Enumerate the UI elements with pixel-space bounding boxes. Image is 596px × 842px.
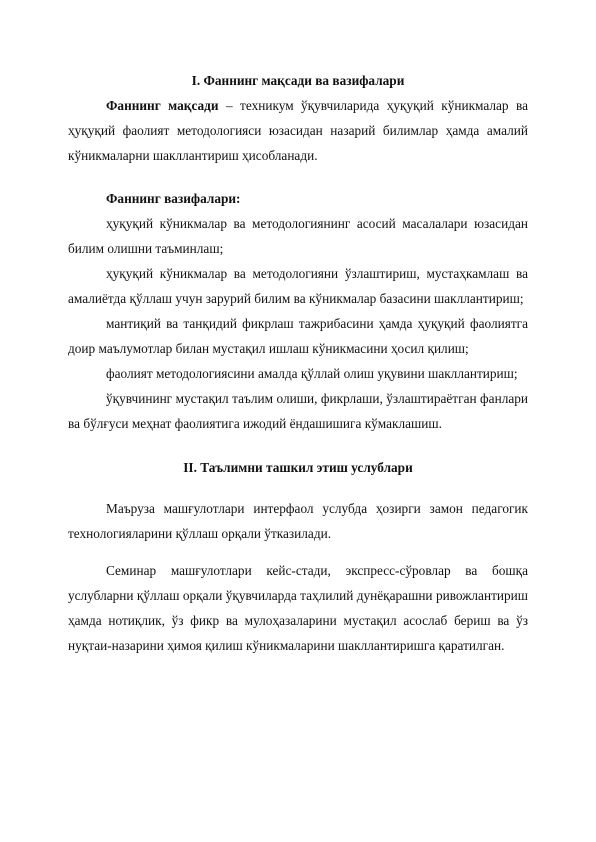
- task-item-5: ўқувчининг мустақил таълим олиши, фикрлаши, ўзлаштираётган фанлари ва бўлғуси меҳнат фаолиятига ижодий ёндашишига кўмаклашиш.: [68, 391, 528, 431]
- section1-heading: I. Фаннинг мақсади ва вазифалари: [191, 73, 405, 88]
- document-page: [68, 68, 528, 658]
- spacer: [68, 484, 528, 496]
- task-item-2: ҳуқуқий кўникмалар ва методологияни ўзлаштириш, мустаҳкамлаш ва амалиётда қўллаш учун зарурий билим ва кўникмалар базасини шакллантириш;: [68, 266, 528, 306]
- method-paragraph-1: Маъруза машғулотлари интерфаол услубда ҳозирги замон педагогик технологияларини қўллаш орқали ўтказилади.: [68, 501, 528, 541]
- tasks-label-text: Фаннинг вазифалари:: [106, 191, 241, 206]
- method-paragraph-2: Семинар машғулотлари кейс-стади, экспресс-сўровлар ва бошқа услубларни қўллаш орқали ўқувчиларда таҳлилий дунёқарашни ривожлантириш ҳамда нотиқлик, ўз фикр ва мулоҳазаларини мустақил асослаб бериш ва ўз нуқтаи-назарини ҳимоя қилиш кўникмаларини шакллантиришга қаратилган.: [68, 563, 528, 653]
- task-item-4: фаолият методологиясини амалда қўллай олиш уқувини шакллантириш;: [106, 366, 518, 381]
- spacer: [68, 436, 528, 455]
- goal-text: – техникум ўқувчиларида ҳуқуқий кўникмалар ва ҳуқуқий фаолият методологияси юзасидан назарий билимлар ҳамда амалий кўникмаларни шакллантириш ҳисобланади.: [68, 98, 528, 163]
- spacer: [68, 168, 528, 186]
- goal-label: Фаннинг мақсади: [106, 98, 219, 113]
- goal-paragraph: [68, 93, 528, 168]
- section2-heading: II. Таълимни ташкил этиш услублари: [183, 460, 413, 475]
- tasks-label: [68, 186, 528, 211]
- task-item-3: мантиқий ва танқидий фикрлаш тажрибасини ҳамда ҳуқуқий фаолиятга доир маълумотлар билан мустақил ишлаш кўникмасини ҳосил қилиш;: [68, 316, 528, 356]
- task-item-1: ҳуқуқий кўникмалар ва методологиянинг асосий масалалари юзасидан билим олишни таъминлаш;: [68, 216, 528, 256]
- spacer: [68, 546, 528, 558]
